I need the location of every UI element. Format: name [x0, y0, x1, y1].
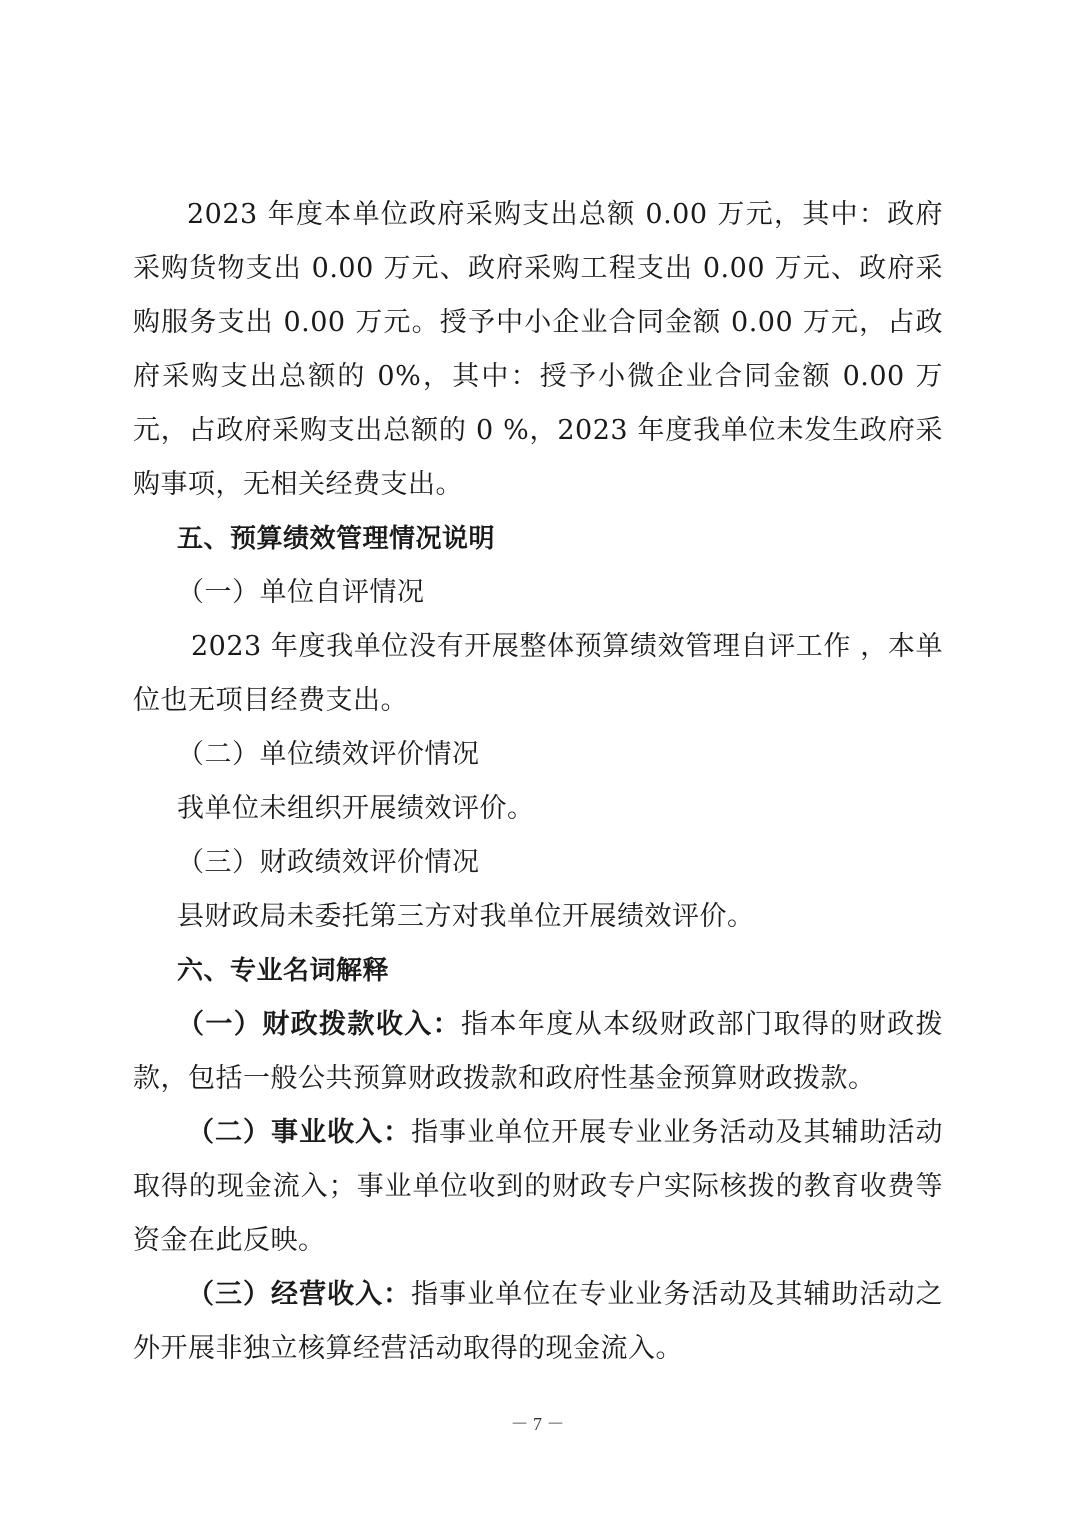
definition-term: （三）经营收入： [187, 1279, 412, 1310]
definition-term: （一）财政拨款收入： [177, 1009, 462, 1040]
definition-operating-income [133, 1268, 943, 1376]
definition-text: 指事业单位开展专业业务活动及其辅助活动取得的现金流入；事业单位收到的财政专户实际核拨的教育收费等资金在此反映。 [133, 1117, 944, 1256]
definition-text: 指本年度从本级财政部门取得的财政拨款，包括一般公共预算财政拨款和政府性基金预算财政拨款。 [133, 1009, 944, 1094]
subsection-heading-self-evaluation: （一）单位自评情况 [177, 577, 425, 608]
page-number: － 7 － [510, 1414, 565, 1434]
self-evaluation-paragraph: 2023 年度我单位没有开展整体预算绩效管理自评工作 ，本单位也无项目经费支出。 [133, 631, 943, 716]
section-heading-5: 五、预算绩效管理情况说明 [177, 524, 496, 554]
subsection-heading-finance-performance: （三）财政绩效评价情况 [177, 847, 480, 878]
definition-term: （二）事业收入： [187, 1117, 412, 1148]
definition-fiscal-appropriation [133, 998, 943, 1106]
procurement-paragraph: 2023 年度本单位政府采购支出总额 0.00 万元，其中：政府采购货物支出 0.00 万元、政府采购工程支出 0.00 万元、政府采购服务支出 0.00 万元。授予中小企业合同金额 0.00 万元，占政府采购支出总额的 0%，其中：授予小微企业合同金额 0.00 万元，占政府采购支出总额的 0 %，2023 年度我单位未发生政府采购事项，无相关经费支出。 [133, 199, 943, 500]
section-heading-6: 六、专业名词解释 [177, 956, 390, 986]
definition-text: 指事业单位在专业业务活动及其辅助活动之外开展非独立核算经营活动取得的现金流入。 [133, 1279, 944, 1364]
document-body [133, 188, 943, 1376]
unit-performance-paragraph: 我单位未组织开展绩效评价。 [177, 793, 535, 824]
subsection-heading-unit-performance: （二）单位绩效评价情况 [177, 739, 480, 770]
finance-performance-paragraph: 县财政局未委托第三方对我单位开展绩效评价。 [177, 901, 755, 932]
definition-business-income [133, 1106, 943, 1268]
